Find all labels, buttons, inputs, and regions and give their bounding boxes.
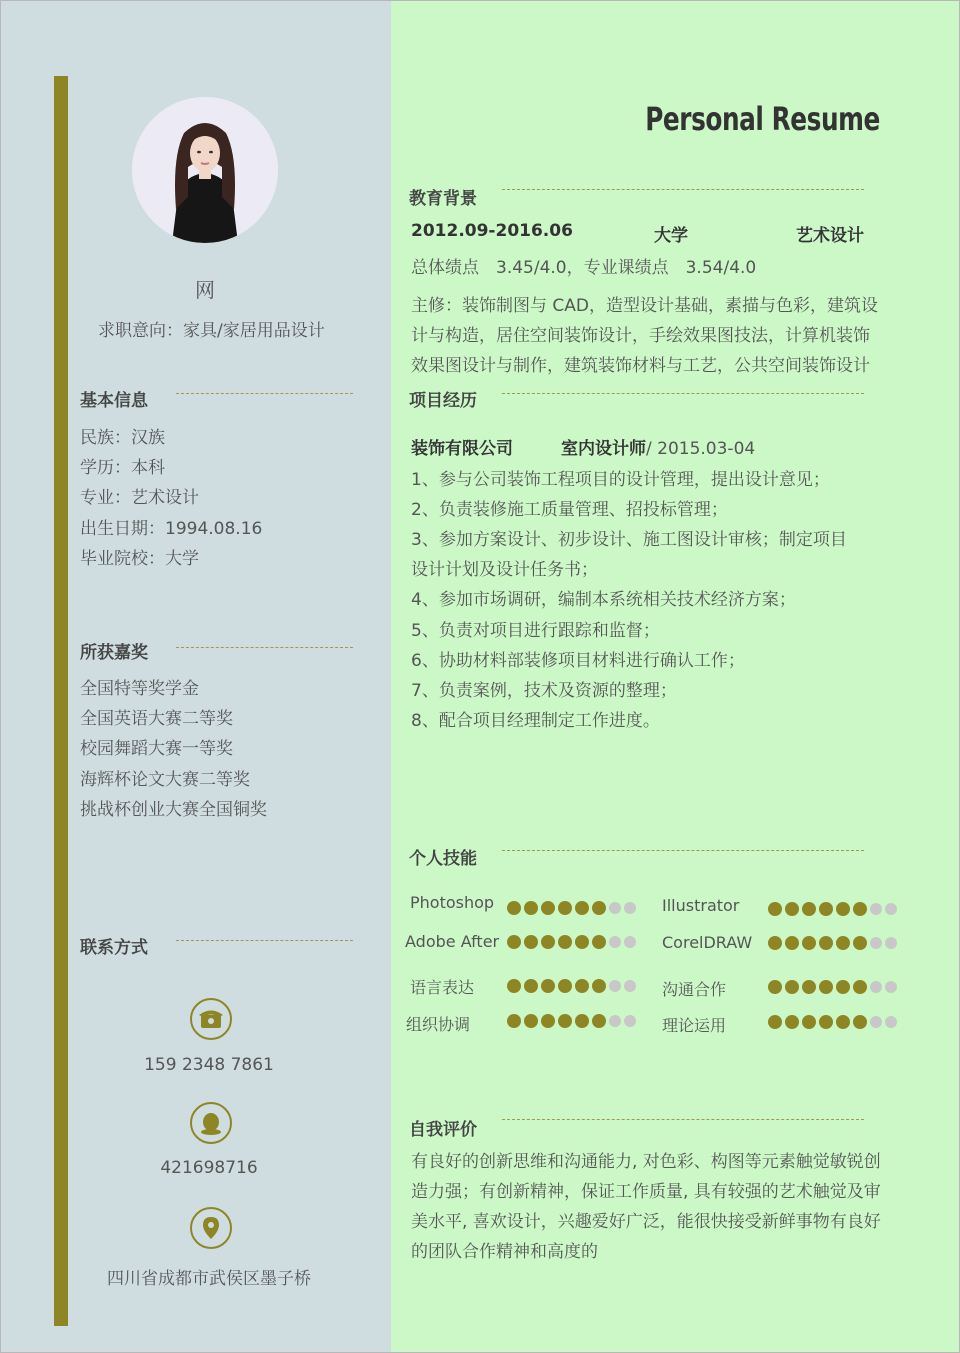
section-divider [176, 647, 353, 648]
section-divider [176, 393, 353, 394]
rating-dot-filled [836, 902, 850, 916]
self-eval-text: 的团队合作精神和高度的 [411, 1242, 598, 1262]
education-major: 艺术设计 [796, 226, 864, 246]
rating-dot-filled [558, 979, 572, 993]
rating-dot-empty [885, 937, 897, 949]
qq-icon [190, 1102, 232, 1144]
skill-rating [507, 1014, 636, 1028]
project-company: 装饰有限公司 [411, 439, 513, 459]
project-date: / 2015.03-04 [646, 439, 756, 459]
skill-rating [507, 901, 636, 915]
skill-rating [768, 1015, 897, 1029]
rating-dot-filled [768, 902, 782, 916]
info-degree: 学历：本科 [80, 458, 165, 478]
project-duty: 3、参加方案设计、初步设计、施工图设计审核；制定项目 [411, 530, 847, 550]
self-eval-text: 有良好的创新思维和沟通能力, 对色彩、构图等元素触觉敏锐创 [411, 1152, 881, 1172]
project-duty: 设计计划及设计任务书； [411, 560, 598, 580]
info-major: 专业：艺术设计 [80, 488, 199, 508]
rating-dot-filled [558, 1014, 572, 1028]
self-eval-text: 美水平, 喜欢设计，兴趣爱好广泛，能很快接受新鲜事物有良好 [411, 1212, 881, 1232]
resume-title: Personal Resume [645, 100, 880, 138]
rating-dot-empty [609, 902, 621, 914]
rating-dot-filled [785, 980, 799, 994]
info-school: 毕业院校：大学 [80, 549, 199, 569]
rating-dot-empty [885, 903, 897, 915]
rating-dot-filled [575, 901, 589, 915]
rating-dot-filled [507, 901, 521, 915]
rating-dot-filled [507, 979, 521, 993]
project-duty: 5、负责对项目进行跟踪和监督； [411, 621, 660, 641]
rating-dot-filled [802, 936, 816, 950]
portrait-image [132, 97, 278, 243]
rating-dot-filled [785, 1015, 799, 1029]
rating-dot-filled [802, 980, 816, 994]
contact-title: 联系方式 [80, 938, 148, 958]
rating-dot-filled [524, 901, 538, 915]
rating-dot-filled [541, 979, 555, 993]
rating-dot-empty [870, 937, 882, 949]
rating-dot-empty [624, 936, 636, 948]
accent-bar [54, 76, 68, 1326]
rating-dot-filled [541, 1014, 555, 1028]
location-icon [190, 1207, 232, 1249]
rating-dot-filled [541, 901, 555, 915]
skill-name: 组织协调 [406, 1015, 471, 1034]
rating-dot-filled [853, 902, 867, 916]
rating-dot-filled [575, 935, 589, 949]
rating-dot-filled [819, 936, 833, 950]
rating-dot-filled [853, 980, 867, 994]
rating-dot-empty [609, 1015, 621, 1027]
rating-dot-filled [785, 902, 799, 916]
rating-dot-filled [507, 1014, 521, 1028]
education-courses: 效果图设计与制作，建筑装饰材料与工艺，公共空间装饰设计 [411, 356, 870, 376]
skill-name: Illustrator [662, 896, 740, 915]
rating-dot-empty [870, 981, 882, 993]
section-divider [502, 393, 864, 394]
skill-rating [507, 979, 636, 993]
avatar [132, 97, 278, 243]
award-item: 挑战杯创业大赛全国铜奖 [80, 800, 267, 820]
education-title: 教育背景 [409, 189, 477, 209]
skill-name: 沟通合作 [662, 980, 727, 999]
project-duty: 2、负责装修施工质量管理、招投标管理； [411, 500, 728, 520]
rating-dot-filled [836, 980, 850, 994]
rating-dot-filled [768, 1015, 782, 1029]
rating-dot-filled [802, 1015, 816, 1029]
section-divider [502, 850, 864, 851]
rating-dot-filled [524, 979, 538, 993]
rating-dot-filled [802, 902, 816, 916]
rating-dot-filled [785, 936, 799, 950]
basic-info-title: 基本信息 [80, 391, 148, 411]
project-duty: 1、参与公司装饰工程项目的设计管理，提出设计意见； [411, 470, 830, 490]
skill-name: 理论运用 [662, 1016, 727, 1035]
project-duty: 8、配合项目经理制定工作进度。 [411, 711, 660, 731]
candidate-name: 网 [195, 278, 215, 302]
rating-dot-filled [836, 1015, 850, 1029]
education-school: 大学 [654, 226, 688, 246]
education-courses: 主修：装饰制图与 CAD，造型设计基础，素描与色彩，建筑设 [411, 296, 878, 316]
rating-dot-filled [768, 980, 782, 994]
project-duty: 6、协助材料部装修项目材料进行确认工作； [411, 651, 745, 671]
skill-rating [768, 980, 897, 994]
info-birthdate: 出生日期：1994.08.16 [80, 519, 263, 539]
rating-dot-empty [609, 936, 621, 948]
section-divider [502, 1119, 864, 1120]
rating-dot-empty [624, 1015, 636, 1027]
rating-dot-empty [885, 1016, 897, 1028]
rating-dot-filled [575, 979, 589, 993]
skills-title: 个人技能 [409, 849, 477, 869]
rating-dot-filled [575, 1014, 589, 1028]
rating-dot-filled [768, 936, 782, 950]
education-period: 2012.09-2016.06 [411, 221, 573, 241]
rating-dot-filled [592, 979, 606, 993]
section-divider [176, 940, 353, 941]
education-courses: 计与构造，居住空间装饰设计，手绘效果图技法，计算机装饰 [411, 326, 870, 346]
rating-dot-empty [870, 903, 882, 915]
skill-name: 语言表达 [410, 978, 475, 997]
rating-dot-filled [836, 936, 850, 950]
skill-rating [768, 936, 897, 950]
rating-dot-filled [541, 935, 555, 949]
project-role-line [561, 434, 755, 459]
section-divider [502, 189, 864, 190]
project-role: 室内设计师 [561, 439, 646, 459]
rating-dot-empty [870, 1016, 882, 1028]
rating-dot-filled [592, 901, 606, 915]
skill-name: Adobe After [405, 932, 500, 951]
self-eval-title: 自我评价 [409, 1120, 477, 1140]
projects-title: 项目经历 [409, 391, 477, 411]
rating-dot-filled [592, 1014, 606, 1028]
rating-dot-filled [558, 935, 572, 949]
phone-number: 159 2348 7861 [144, 1055, 274, 1075]
rating-dot-filled [853, 936, 867, 950]
rating-dot-empty [609, 980, 621, 992]
skill-name: Photoshop [410, 893, 495, 912]
rating-dot-empty [624, 980, 636, 992]
awards-title: 所获嘉奖 [80, 643, 148, 663]
award-item: 全国特等奖学金 [80, 679, 199, 699]
rating-dot-empty [885, 981, 897, 993]
project-duty: 7、负责案例，技术及资源的整理； [411, 681, 677, 701]
rating-dot-filled [853, 1015, 867, 1029]
project-duty: 4、参加市场调研，编制本系统相关技术经济方案； [411, 590, 796, 610]
rating-dot-filled [592, 935, 606, 949]
rating-dot-filled [819, 1015, 833, 1029]
info-ethnicity: 民族：汉族 [80, 428, 165, 448]
skill-rating [768, 902, 897, 916]
skill-rating [507, 935, 636, 949]
award-item: 校园舞蹈大赛一等奖 [80, 739, 233, 759]
address: 四川省成都市武侯区墨子桥 [107, 1269, 311, 1289]
qq-number: 421698716 [160, 1158, 258, 1178]
skill-name: CorelDRAW [662, 933, 753, 952]
rating-dot-filled [524, 1014, 538, 1028]
rating-dot-filled [819, 980, 833, 994]
rating-dot-filled [507, 935, 521, 949]
award-item: 全国英语大赛二等奖 [80, 709, 233, 729]
rating-dot-filled [558, 901, 572, 915]
phone-icon [190, 998, 232, 1040]
education-gpa: 总体绩点 3.45/4.0，专业课绩点 3.54/4.0 [411, 258, 757, 278]
rating-dot-filled [524, 935, 538, 949]
self-eval-text: 造力强；有创新精神，保证工作质量, 具有较强的艺术触觉及审 [411, 1182, 881, 1202]
rating-dot-empty [624, 902, 636, 914]
award-item: 海辉杯论文大赛二等奖 [80, 770, 250, 790]
job-intent: 求职意向：家具/家居用品设计 [98, 321, 325, 341]
rating-dot-filled [819, 902, 833, 916]
